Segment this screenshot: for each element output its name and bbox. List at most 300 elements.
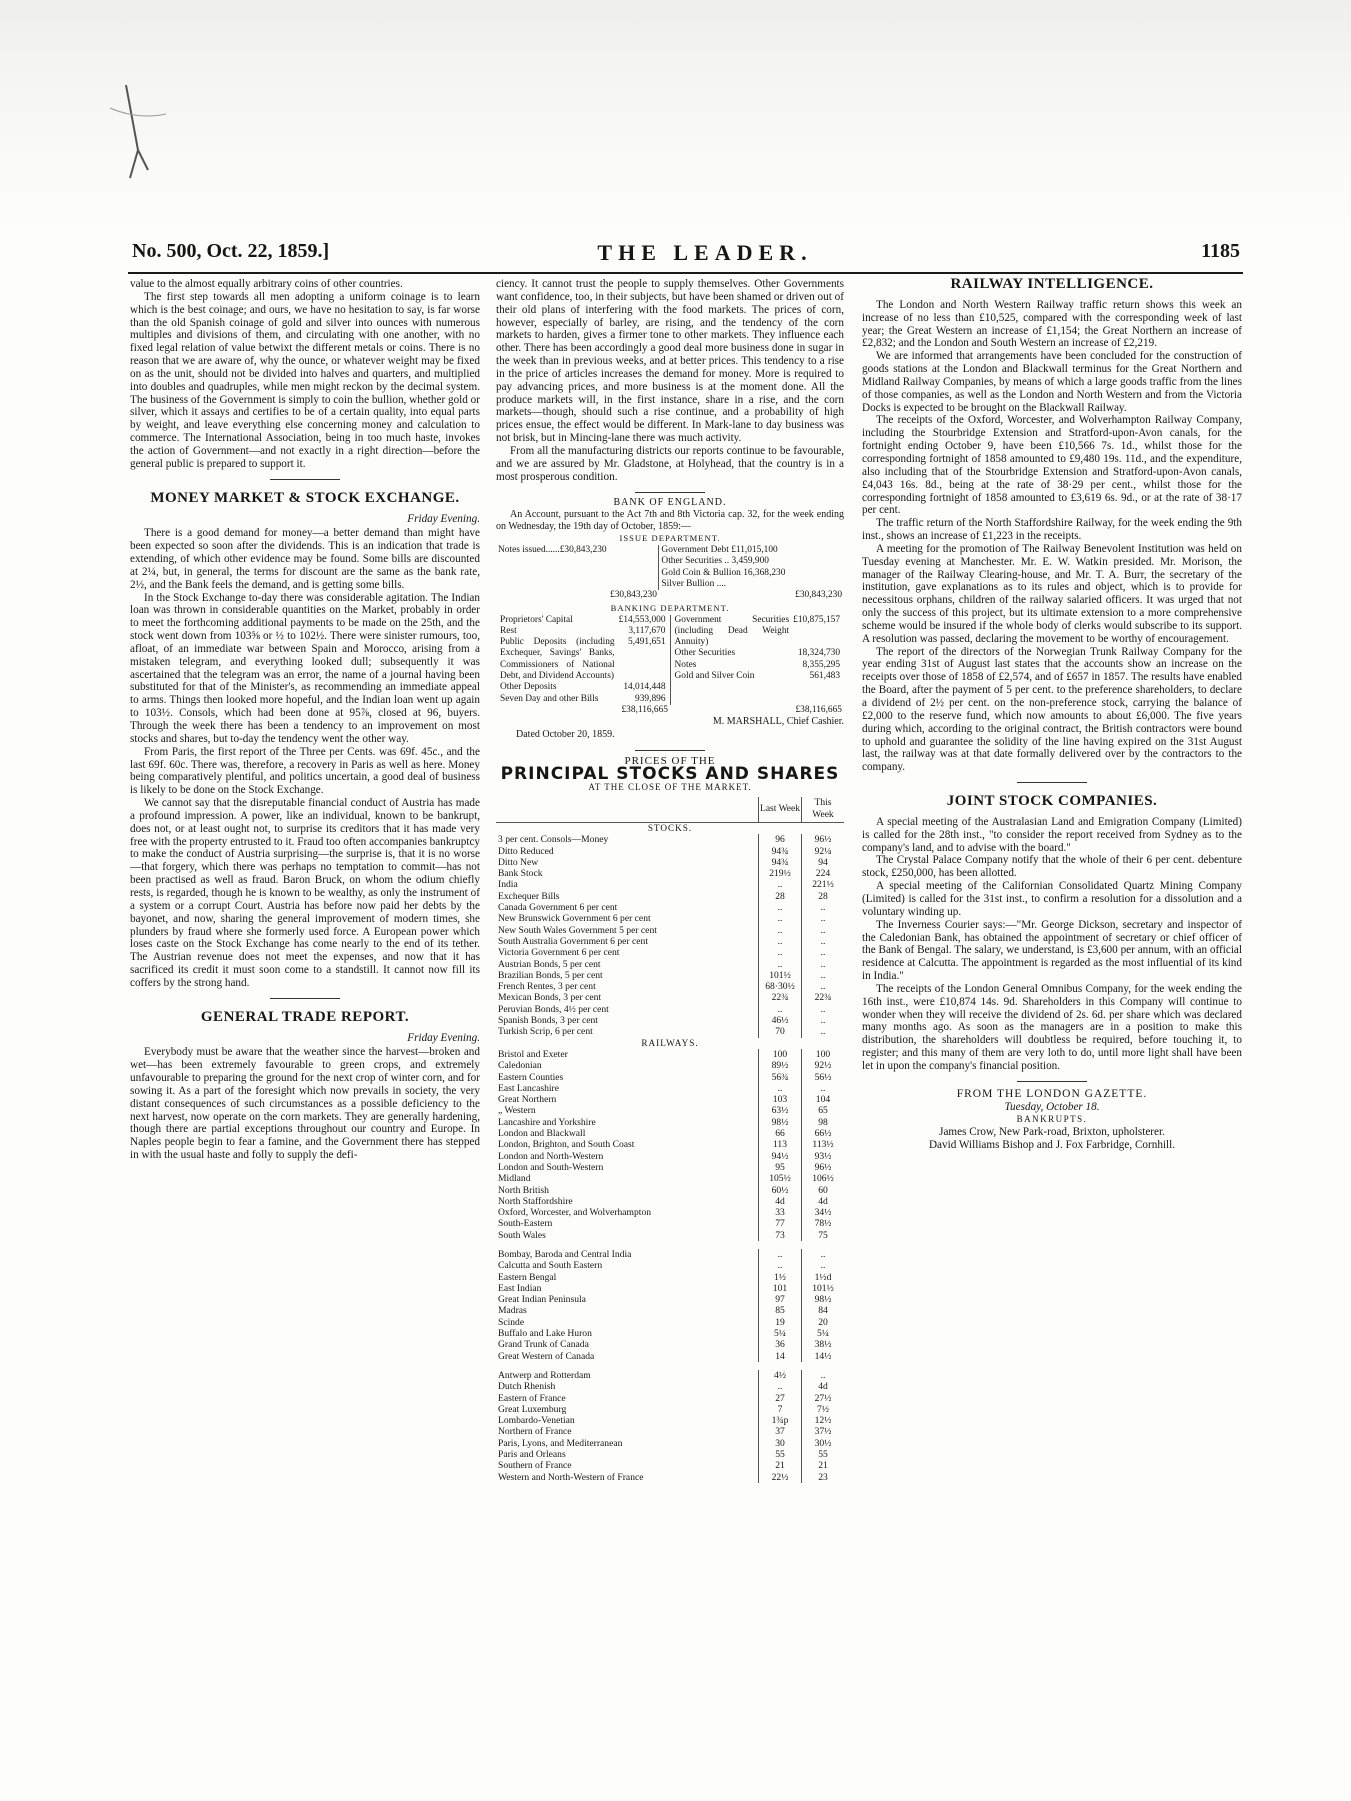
stock-name: Northern of France: [498, 1426, 572, 1438]
last-week-price: ..: [759, 1083, 802, 1094]
this-week-price: 56½: [802, 1072, 845, 1083]
this-week-price: 94: [802, 857, 845, 868]
last-week-price: 103: [759, 1094, 802, 1105]
money-paragraph: In the Stock Exchange to-day there was considerable agitation. The Indian loan was thrown in considerable quantities on the Market, probably in order to meet the forthcoming additional payments to be made on the 25th, and the stock went down from 103⅝ or ½ to 102½. There were sinister rumours, too, afloat, of an immediate war between Spain and Morocco, arising from a mistaken telegram, and everything looked dull; subsequently it was ascertained that the telegram was an error, the name of a journal having been substituted for that of the Minister's, as recommending an immediate appeal to arms. Things then looked more hopeful, and the Indian loan went up again to 103½. Consols, which had been done at 95⅞, closed at 96, buyers. Through the week there has been a tendency to an improvement on most stocks and shares, but to-day the tendency went the other way.: [130, 591, 480, 745]
this-week-price: ..: [802, 1004, 845, 1015]
stock-name: Turkish Scrip, 6 per cent: [498, 1026, 593, 1038]
this-week-price: ..: [802, 947, 845, 958]
ink-mark-icon: [108, 80, 168, 190]
last-week-price: 105½: [759, 1173, 802, 1184]
banking-row-left: [498, 694, 668, 705]
stock-name: Eastern Counties: [498, 1071, 564, 1083]
banking-row-left: [498, 626, 668, 637]
issue-left-cell: [496, 579, 659, 590]
this-week-price: 113½: [802, 1139, 845, 1150]
last-week-price: 94½: [759, 1151, 802, 1162]
last-week-price: 22½: [759, 1472, 802, 1483]
section-divider: [1017, 782, 1087, 783]
banking-dept-heading: BANKING DEPARTMENT.: [610, 602, 730, 613]
this-week-price: ..: [802, 1026, 845, 1037]
stock-name: Midland: [498, 1173, 531, 1185]
paper-edge-shading: [0, 0, 1351, 230]
stock-name: Grand Trunk of Canada: [498, 1339, 589, 1351]
section-divider: [270, 998, 340, 999]
prices-table: [496, 797, 844, 1483]
this-week-price: 38½: [802, 1339, 845, 1350]
joint-stock-paragraph: A special meeting of the Californian Consolidated Quartz Mining Company (Limited) is called for the 31st inst., to confirm a resolution for a dissolution and a voluntary winding up.: [862, 880, 1242, 918]
this-week-price: 12½: [802, 1415, 845, 1426]
stock-name: „ Western: [498, 1105, 536, 1117]
last-week-price: 36: [759, 1339, 802, 1350]
last-week-price: 100: [759, 1049, 802, 1060]
last-week-price: 96: [759, 834, 802, 845]
stock-name: London and North-Western: [498, 1150, 604, 1162]
stock-row: [496, 1128, 844, 1139]
issue-line: No. 500, Oct. 22, 1859.]: [132, 240, 330, 262]
stock-name: Scinde: [498, 1316, 525, 1328]
banking-row-right: [673, 615, 843, 649]
this-week-price: ..: [802, 981, 845, 992]
column-left: [130, 278, 480, 1162]
last-week-price: 101½: [759, 970, 802, 981]
last-week-price: 95: [759, 1162, 802, 1173]
this-week-price: 21: [802, 1460, 845, 1471]
prices-pre-heading: PRICES OF THE: [624, 754, 716, 767]
last-week-price: 28: [759, 891, 802, 902]
section-divider: [1017, 1081, 1087, 1082]
issue-table: [496, 545, 844, 601]
stock-name: Mexican Bonds, 3 per cent: [498, 992, 602, 1004]
this-week-price: ..: [802, 925, 845, 936]
banking-amount: £14,553,000: [618, 614, 666, 625]
this-week-price: 20: [802, 1317, 845, 1328]
this-week-price: 96½: [802, 834, 845, 845]
banking-row-right: [673, 648, 843, 659]
railway-paragraph: The traffic return of the North Staffordshire Railway, for the week ending the 9th inst., shows an increase of £1,223 in the receipts.: [862, 517, 1242, 543]
last-week-price: ..: [759, 959, 802, 970]
trade-paragraph: ciency. It cannot trust the people to supply themselves. Other Governments want confidence, too, in their subjects, but have been shamed or driven out of their old plans of interfering with the food markets. The prices of corn, however, especially of barley, are rising, and the tendency of the corn markets to harden, gives a firmer tone to other markets. They influence each other. There has been accordingly a good deal more business done in sugar in the week than in previous weeks, and at better prices. This tendency to a rise in the price of articles increases the demand for money. More is required to pay advancing prices, and more business is at the moment done. All the produce markets will, in the first instance, share in a rise, and the corn markets—though, should such a rise continue, and a probability of high prices ensue, the effect would be different. In Mark-lane to day business was not brisk, but in Mincing-lane there was much activity.: [496, 278, 844, 445]
last-week-price: 22¾: [759, 992, 802, 1003]
stock-row: [496, 1426, 844, 1437]
stock-row: [496, 1117, 844, 1128]
stock-row: [496, 1162, 844, 1173]
trade-paragraph: From all the manufacturing districts our reports continue to be favourable, and we are assured by Mr. Gladstone, at Holyhead, that the country is in a most prosperous condition.: [496, 444, 844, 483]
stock-row: [496, 1173, 844, 1184]
last-week-price: 4d: [759, 1196, 802, 1207]
this-week-price: 7½: [802, 1404, 845, 1415]
last-week-price: 85: [759, 1305, 802, 1316]
this-week-price: 4d: [802, 1196, 845, 1207]
dateline: Friday Evening.: [407, 512, 480, 525]
cashier-signature: M. MARSHALL, Chief Cashier.: [712, 716, 844, 728]
last-week-price: ..: [759, 913, 802, 924]
banking-amount: 3,117,670: [628, 625, 666, 636]
joint-stock-paragraph: A special meeting of the Australasian Land and Emigration Company (Limited) is called for the 28th inst., "to consider the report received from Sydney as to the company's land, and to advise with the board.": [862, 815, 1242, 854]
stock-row: [496, 1105, 844, 1116]
this-week-price: 66½: [802, 1128, 845, 1139]
issue-row: [496, 545, 844, 556]
banking-row-left: [498, 615, 668, 626]
money-paragraph: From Paris, the first report of the Three per Cents. was 69f. 45c., and the last 69f. 60c. There was, therefore, a recovery in Paris as well as here. Money being comparatively plentiful, and politics uncertain, a good deal of business is likely to be done on the Stock Exchange.: [130, 745, 480, 797]
this-week-price: 65: [802, 1105, 845, 1116]
stock-name: Lancashire and Yorkshire: [498, 1116, 596, 1128]
this-week-price: 84: [802, 1305, 845, 1316]
last-week-price: 101: [759, 1283, 802, 1294]
stock-row: [496, 1449, 844, 1460]
stock-row: [496, 947, 844, 958]
col-last-week: Last Week: [759, 797, 802, 822]
this-week-price: ..: [802, 913, 845, 924]
joint-stock-heading: JOINT STOCK COMPANIES.: [946, 793, 1158, 810]
this-week-price: 104: [802, 1094, 845, 1105]
this-week-price: 224: [802, 868, 845, 879]
group-heading: RAILWAYS.: [641, 1037, 699, 1048]
joint-stock-paragraph: The Crystal Palace Company notify that the whole of their 6 per cent. debenture stock, £250,000, has been allotted.: [862, 854, 1242, 880]
stock-row: [496, 981, 844, 992]
stock-row: [496, 1317, 844, 1328]
stock-row: [496, 879, 844, 890]
spacer-cell: [496, 1241, 844, 1249]
this-week-price: 27½: [802, 1393, 845, 1404]
newspaper-title: THE LEADER.: [597, 240, 813, 265]
stock-row: [496, 1230, 844, 1241]
joint-stock-paragraph: The Inverness Courier says:—"Mr. George Dickson, secretary and inspector of the Caledonian Bank, has obtained the appointment of secretary or chief officer of the Bank of Bengal. The salary, we understand, is £3,600 per annum, with an official residence at Calcutta. The appointment is regarded as the most influential of its kind in India.": [862, 918, 1242, 983]
banking-total-right: £38,116,665: [795, 704, 842, 715]
group-row: [496, 1038, 844, 1049]
stock-name: South Australia Government 6 per cent: [498, 935, 649, 947]
last-week-price: 21: [759, 1460, 802, 1471]
last-week-price: 97: [759, 1294, 802, 1305]
bank-intro: An Account, pursuant to the Act 7th and 8th Victoria cap. 32, for the week ending on Wednesday, the 19th day of October, 1859:—: [496, 509, 844, 532]
banking-amount: 939,896: [635, 693, 666, 704]
spacer-cell: [496, 1362, 844, 1370]
issue-right-cell: Other Securities .. 3,459,900: [659, 556, 844, 567]
stock-row: [496, 1294, 844, 1305]
dateline: Friday Evening.: [407, 1031, 480, 1044]
stock-row: [496, 1404, 844, 1415]
trade-report-heading: GENERAL TRADE REPORT.: [200, 1008, 410, 1025]
stock-row: [496, 1249, 844, 1260]
stock-row: [496, 1083, 844, 1094]
last-week-price: 46½: [759, 1015, 802, 1026]
banking-label: Proprietors' Capital: [500, 614, 573, 625]
stock-name: Ditto New: [498, 856, 539, 868]
issue-right-cell: Government Debt £11,015,100: [659, 545, 844, 556]
issue-row: [496, 579, 844, 590]
stock-row: [496, 1472, 844, 1483]
this-week-price: 106½: [802, 1173, 845, 1184]
stock-name: London and Blackwall: [498, 1128, 586, 1140]
this-week-price: 60: [802, 1185, 845, 1196]
this-week-price: 14½: [802, 1351, 845, 1362]
stock-name: Great Northern: [498, 1094, 557, 1106]
stock-row: [496, 1339, 844, 1350]
stock-row: [496, 1460, 844, 1471]
last-week-price: 1½: [759, 1272, 802, 1283]
money-market-heading: MONEY MARKET & STOCK EXCHANGE.: [150, 489, 460, 506]
last-week-price: 14: [759, 1351, 802, 1362]
banking-label: Other Securities: [674, 648, 736, 659]
stock-name: Austrian Bonds, 5 per cent: [498, 958, 601, 970]
last-week-price: ..: [759, 1004, 802, 1015]
bank-heading: BANK OF ENGLAND.: [613, 496, 727, 508]
stock-name: Oxford, Worcester, and Wolverhampton: [498, 1207, 652, 1219]
this-week-price: 1½d: [802, 1272, 845, 1283]
stock-row: [496, 1026, 844, 1037]
group-row: [496, 823, 844, 835]
last-week-price: 70: [759, 1026, 802, 1037]
stock-row: [496, 902, 844, 913]
this-week-price: ..: [802, 970, 845, 981]
banking-row-left: [498, 637, 668, 682]
stock-row: [496, 1060, 844, 1071]
last-week-price: ..: [759, 1381, 802, 1392]
stock-name: Bank Stock: [498, 868, 543, 880]
stock-row: [496, 1207, 844, 1218]
last-week-price: 37: [759, 1426, 802, 1437]
this-week-price: ..: [802, 1083, 845, 1094]
intro-paragraph: value to the almost equally arbitrary coins of other countries.: [130, 278, 403, 290]
last-week-price: 5¼: [759, 1328, 802, 1339]
banking-row-left: [498, 682, 668, 693]
stock-row: [496, 913, 844, 924]
stock-row: [496, 1094, 844, 1105]
railway-paragraph: The receipts of the Oxford, Worcester, and Wolverhampton Railway Company, including the Stourbridge Extension and Stratford-upon-Avon canals, for the fortnight ending October 9, have been £10,566 7s. 1d., whilst those for the corresponding fortnight of 1858 amounted to £9,480 19s. 11d., and the expenditure, also including that of the Stourbridge Extension and Stratford-upon-Avon canals, £4,043 16s. 8d., being at the rate of 38·29 per cent., whilst those for the corresponding fortnight of 1858 amounted to £3,619 6s. 9d., or at the rate of 38·17 per cent.: [862, 414, 1242, 517]
last-week-price: 1¾p: [759, 1415, 802, 1426]
banking-amount: £10,875,157: [793, 614, 840, 625]
stock-row: [496, 857, 844, 868]
last-week-price: 30: [759, 1438, 802, 1449]
prices-subheading: AT THE CLOSE OF THE MARKET.: [588, 781, 752, 792]
this-week-price: ..: [802, 936, 845, 947]
stock-name: Paris, Lyons, and Mediterranean: [498, 1437, 623, 1449]
stock-row: [496, 868, 844, 879]
this-week-price: ..: [802, 1249, 845, 1260]
banking-row-right: [673, 671, 843, 682]
stock-name: Great Western of Canada: [498, 1350, 595, 1362]
last-week-price: ..: [759, 902, 802, 913]
this-week-price: ..: [802, 959, 845, 970]
this-week-price: 78½: [802, 1218, 845, 1229]
stock-name: North British: [498, 1184, 549, 1196]
stock-name: North Staffordshire: [498, 1195, 573, 1207]
issue-right-cell: Silver Bullion ....: [659, 579, 844, 590]
stock-row: [496, 1438, 844, 1449]
this-week-price: 96½: [802, 1162, 845, 1173]
stock-row: [496, 1218, 844, 1229]
this-week-price: 30½: [802, 1438, 845, 1449]
stock-row: [496, 1260, 844, 1271]
stock-name: Great Indian Peninsula: [498, 1294, 586, 1306]
stock-row: [496, 1139, 844, 1150]
banking-label: Public Deposits (including Exchequer, Savings' Banks, Commissioners of National Debt, and Dividend Accounts): [500, 637, 615, 681]
money-paragraph: We cannot say that the disreputable financial conduct of Austria has made a profound impression. A power, like an individual, known to be bankrupt, does not, or at least ought not, to surprise its creditors that it has made very free with the property entrusted to it. Fraud too often accompanies bankruptcy to make the conduct of Austria surprising—the surprise is, that it is no worse—that forgery, which there was perhaps no temptation to commit—has not been practised as well as fraud. Baron Bruck, on whom the odium chiefly rests, is regarded, though he is known to be wealthy, as only the instrument of a system or a corrupt Court. Austria has before now paid her debts by the bayonet, and now, sharing the general improvement of modern times, she plunders by fraud where she formerly used force. A European power which loses caste on the Stock Exchange has come nearly to the end of its tether. The Austrian revenue does not meet the expenses, and now that it has sacrificed its credit it must soon come to a standstill. It cannot now fill its coffers by the strong hand.: [130, 797, 480, 989]
last-week-price: ..: [759, 936, 802, 947]
banking-label: Gold and Silver Coin: [674, 671, 755, 681]
this-week-price: 100: [802, 1049, 845, 1060]
this-week-price: 5¼: [802, 1328, 845, 1339]
stock-row: [496, 936, 844, 947]
stock-row: [496, 1185, 844, 1196]
this-week-price: ..: [802, 902, 845, 913]
issue-total-left: £30,843,230: [610, 590, 657, 601]
stock-name: Great Luxemburg: [498, 1403, 567, 1415]
stock-name: Bristol and Exeter: [498, 1048, 568, 1060]
last-week-price: 98½: [759, 1117, 802, 1128]
group-spacer: [496, 1362, 844, 1370]
stock-row: [496, 834, 844, 845]
column-middle: [496, 278, 844, 1483]
railway-paragraph: The report of the directors of the Norwegian Trunk Railway Company for the year ending 31st of August last states that the accounts show an increase on the receipts over those of 1858 of £2,574, and of £657 in 1857. The results have enabled the Board, after the payment of 5 per cent. to the preference shareholders, to declare a dividend of 2½ per cent. on the non-preference stock, carrying the balance of £2,000 to the reserve fund, which now amounts to about £6,000. The five years during which, according to the original contract, the British contractors were bound to uphold and guarantee the solidity of the line having expired on the 31st August last, the railway was at that date formally delivered over by the contractors to the company.: [862, 645, 1242, 774]
this-week-price: ..: [802, 1260, 845, 1271]
issue-dept-heading: ISSUE DEPARTMENT.: [619, 533, 721, 544]
stock-row: [496, 925, 844, 936]
issue-total-right: £30,843,230: [795, 590, 842, 601]
col-this-week: This Week: [802, 797, 845, 822]
masthead-rule: [128, 272, 1243, 274]
group-heading: STOCKS.: [647, 823, 693, 833]
stock-row: [496, 970, 844, 981]
banking-amount: 14,014,448: [623, 682, 666, 693]
bankrupt-line: James Crow, New Park-road, Brixton, upholsterer.: [939, 1126, 1165, 1139]
stock-row: [496, 1415, 844, 1426]
stock-row: [496, 1015, 844, 1026]
last-week-price: 19: [759, 1317, 802, 1328]
railway-paragraph: A meeting for the promotion of The Railway Benevolent Institution was held on Tuesday evening at Manchester. Mr. E. W. Watkin presided. Mr. Morison, the manager of the Railway Clearing-house, and Mr. T. A. Burr, the secretary of the institution, gave explanations as to its rules and object, which is to provide for necessitous orphans, children of the railway salaried officers. It was urged that not only the success of this project, but its ultimate extension to a more comprehensive scheme would be insured if the whole body of clerks would subscribe to its support. A resolution was passed, declaring the movement to be worthy of encouragement.: [862, 542, 1242, 645]
stock-row: [496, 1328, 844, 1339]
last-week-price: 33: [759, 1207, 802, 1218]
section-divider: [635, 750, 705, 751]
stock-row: [496, 1272, 844, 1283]
joint-stock-paragraph: The receipts of the London General Omnibus Company, for the week ending the 16th inst., were £10,874 14s. 9d. Shareholders in this Company will continue to wonder when they will receive the dividend of 2s. 6d. per share which was declared many months ago. As soon as the managers are in a position to make this distribution, the shareholders will doubtless be required, before touching it, to register; and this many of them are very loth to do, until more light shall have been let in upon the company's financial position.: [862, 982, 1242, 1072]
stock-name: Antwerp and Rotterdam: [498, 1369, 591, 1381]
banking-label: Government Securities (including Dead Weight Annuity): [674, 614, 790, 648]
banking-table: [496, 615, 844, 717]
stock-row: [496, 1151, 844, 1162]
stock-row: [496, 1381, 844, 1392]
page-number: 1185: [1201, 240, 1240, 262]
this-week-price: 93½: [802, 1151, 845, 1162]
stock-name: New Brunswick Government 6 per cent: [498, 913, 651, 925]
last-week-price: 60½: [759, 1185, 802, 1196]
stock-name: Spanish Bonds, 3 per cent: [498, 1015, 598, 1027]
last-week-price: 4½: [759, 1370, 802, 1381]
banking-label: Seven Day and other Bills: [500, 693, 599, 704]
stock-name: East Indian: [498, 1282, 542, 1294]
last-week-price: 94¾: [759, 846, 802, 857]
stock-name: India: [498, 879, 518, 891]
prices-heading: PRINCIPAL STOCKS AND SHARES: [500, 763, 840, 784]
stock-name: South Wales: [498, 1229, 546, 1241]
stock-row: [496, 1351, 844, 1362]
banking-amount: 5,491,651: [628, 637, 666, 648]
this-week-price: 4d: [802, 1381, 845, 1392]
intro-paragraph: The first step towards all men adopting a uniform coinage is to learn which is the best coinage; and ours, we have no hesitation to say, is far worse than the old Spanish coinage of gold and silver into ounces with numerous multiples and divisions of them, and circulating with one another, with no fixed legal relation of value betwixt the different metals or coins. There is no reason that we are aware of, why the ounce, or whatever weight may be fixed on as the unit, should not be divided into halves and quarters, and multiplied into doubles and quadruples, while men might reckon by the decimal system. The business of the Government is simply to coin the bullion, whether gold or silver, which it assays and certifies to be of a certain quality, into equal parts by weight, and leave everything else concerning money and calculation to commerce. The International Association, being in too much haste, invokes the action of Government—and not exactly in a right direction—before the general public is prepared to support it.: [130, 290, 480, 470]
stock-name: Eastern Bengal: [498, 1271, 557, 1283]
stock-name: London and South-Western: [498, 1161, 604, 1173]
last-week-price: 94¾: [759, 857, 802, 868]
railway-paragraph: The London and North Western Railway traffic return shows this week an increase of no less than £10,525, compared with the corresponding week of last year; the Great Western an increase of £1,154; the Great Northern an increase of £2,832; and the London and South Western an increase of £2,219.: [862, 298, 1242, 350]
stock-name: Caledonian: [498, 1060, 542, 1072]
column-right: [862, 278, 1242, 1152]
last-week-price: 56¾: [759, 1072, 802, 1083]
stock-row: [496, 959, 844, 970]
this-week-price: 98½: [802, 1294, 845, 1305]
this-week-price: 92¼: [802, 846, 845, 857]
gazette-date: Tuesday, October 18.: [1004, 1100, 1100, 1113]
issue-left-cell: [496, 568, 659, 579]
issue-right-cell: Gold Coin & Bullion 16,368,230: [659, 568, 844, 579]
this-week-price: 75: [802, 1230, 845, 1241]
stock-row: [496, 1072, 844, 1083]
stock-name: London, Brighton, and South Coast: [498, 1139, 635, 1151]
money-paragraph: There is a good demand for money—a better demand than might have been expected so soon after the dividends. This is an indication that trade is extending, of which other evidence may be found. Some bills are discounted at 2¼, but, in general, the terms for discount are the same as the bank rate, 2½, and the Bank feels the demand, and is getting some bills.: [130, 527, 480, 591]
last-week-price: ..: [759, 1249, 802, 1260]
stock-name: Peruvian Bonds, 4½ per cent: [498, 1003, 609, 1015]
this-week-price: 101½: [802, 1283, 845, 1294]
last-week-price: 68·30½: [759, 981, 802, 992]
stock-name: Brazilian Bonds, 5 per cent: [498, 969, 603, 981]
stock-row: [496, 891, 844, 902]
last-week-price: 63½: [759, 1105, 802, 1116]
this-week-price: 55: [802, 1449, 845, 1460]
this-week-price: ..: [802, 1015, 845, 1026]
last-week-price: 55: [759, 1449, 802, 1460]
stock-name: Victoria Government 6 per cent: [498, 947, 620, 959]
stock-name: Buffalo and Lake Huron: [498, 1328, 592, 1340]
last-week-price: 219½: [759, 868, 802, 879]
this-week-price: 22¾: [802, 992, 845, 1003]
stock-name: Southern of France: [498, 1460, 572, 1472]
stock-name: South-Eastern: [498, 1218, 553, 1230]
stock-row: [496, 1393, 844, 1404]
last-week-price: 7: [759, 1404, 802, 1415]
this-week-price: 37½: [802, 1426, 845, 1437]
last-week-price: 27: [759, 1393, 802, 1404]
stock-name: 3 per cent. Consols—Money: [498, 834, 609, 846]
stock-name: Ditto Reduced: [498, 845, 554, 857]
stock-name: Canada Government 6 per cent: [498, 902, 618, 914]
gazette-heading: FROM THE LONDON GAZETTE.: [956, 1087, 1148, 1100]
this-week-price: 23: [802, 1472, 845, 1483]
stock-name: Paris and Orleans: [498, 1449, 566, 1461]
this-week-price: 221½: [802, 879, 845, 890]
stock-name: Bombay, Baroda and Central India: [498, 1248, 632, 1260]
stock-name: Lombardo-Venetian: [498, 1415, 575, 1427]
banking-total-left: £38,116,665: [621, 704, 668, 715]
stock-name: Western and North-Western of France: [498, 1471, 644, 1483]
banking-label: Rest: [500, 625, 517, 636]
section-divider: [635, 492, 705, 493]
bank-dated: Dated October 20, 1859.: [516, 729, 615, 741]
last-week-price: ..: [759, 1260, 802, 1271]
stock-name: New South Wales Government 5 per cent: [498, 924, 657, 936]
this-week-price: 98: [802, 1117, 845, 1128]
railway-paragraph: We are informed that arrangements have been concluded for the construction of goods stations at the London and Blackwall terminus for the Great Northern and Midland Railway Companies, by means of which a large goods traffic from the lines of those companies, as well as the London and North Western and from the Victoria Docks is expected to be brought on the Blackwall Railway.: [862, 350, 1242, 414]
last-week-price: 77: [759, 1218, 802, 1229]
last-week-price: ..: [759, 947, 802, 958]
issue-left-cell: Notes issued......£30,843,230: [498, 545, 607, 556]
stock-row: [496, 1049, 844, 1060]
this-week-price: 34½: [802, 1207, 845, 1218]
this-week-price: ..: [802, 1370, 845, 1381]
bankrupt-line: David Williams Bishop and J. Fox Farbridge, Cornhill.: [928, 1139, 1176, 1152]
stock-name: East Lancashire: [498, 1082, 559, 1094]
stock-name: Madras: [498, 1305, 527, 1317]
stock-row: [496, 1305, 844, 1316]
stock-row: [496, 846, 844, 857]
section-divider: [270, 479, 340, 480]
